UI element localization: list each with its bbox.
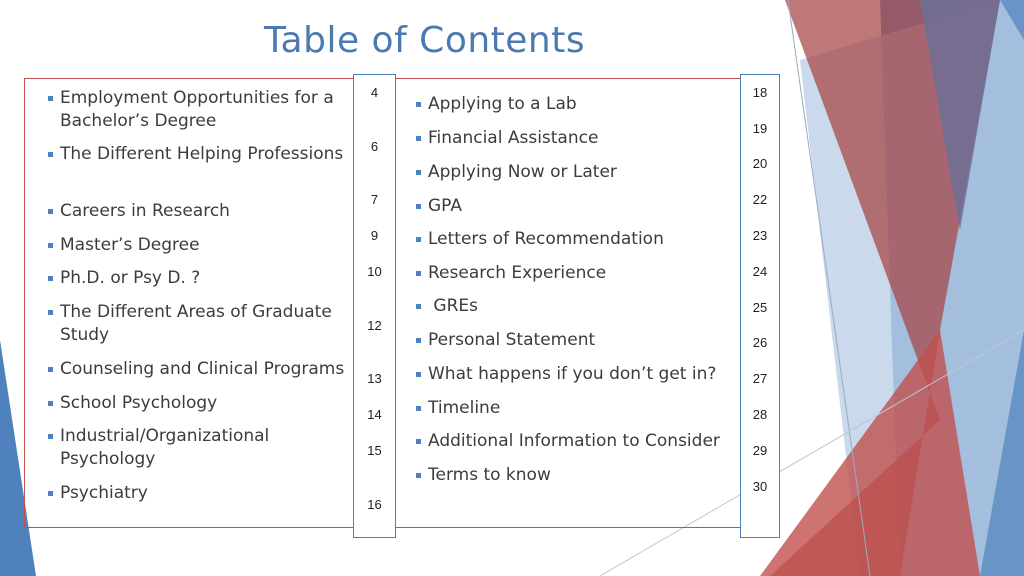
toc-item[interactable] — [416, 262, 736, 285]
toc-item-label: The Different Helping Professions — [60, 144, 344, 164]
toc-item-label: Employment Opportunities for a Bachelor’s Degree — [60, 88, 334, 131]
toc-item-label: Personal Statement — [428, 330, 596, 350]
toc-item-label: Industrial/Organizational Psychology — [60, 426, 270, 469]
toc-item-label: Letters of Recommendation — [428, 229, 664, 249]
bullet-icon — [416, 237, 421, 242]
bullet-icon — [416, 439, 421, 444]
left-page-number: 16 — [367, 497, 382, 512]
toc-item[interactable] — [416, 195, 736, 218]
toc-item-label: What happens if you don’t get in? — [428, 364, 717, 384]
bullet-icon — [48, 96, 53, 101]
page-title: Table of Contents — [264, 20, 586, 61]
bullet-icon — [416, 204, 421, 209]
left-page-number: 15 — [367, 443, 382, 458]
toc-item[interactable] — [48, 358, 348, 381]
bullet-icon — [416, 338, 421, 343]
right-page-number: 28 — [752, 407, 768, 422]
toc-item[interactable] — [48, 301, 348, 347]
toc-item-label: Master’s Degree — [60, 235, 200, 255]
bullet-icon — [48, 401, 53, 406]
bullet-icon — [416, 406, 421, 411]
toc-item-label: Financial Assistance — [428, 128, 599, 148]
toc-item[interactable] — [416, 228, 736, 251]
toc-item-label: Additional Information to Consider — [428, 431, 720, 451]
toc-item-label: Applying to a Lab — [428, 94, 577, 114]
right-page-number: 26 — [752, 335, 768, 350]
toc-item[interactable] — [416, 93, 736, 116]
bullet-icon — [416, 372, 421, 377]
toc-item-label: Research Experience — [428, 263, 607, 283]
right-page-number: 19 — [752, 121, 768, 136]
toc-item-label: Careers in Research — [60, 201, 230, 221]
bullet-icon — [416, 102, 421, 107]
right-page-number: 29 — [752, 443, 768, 458]
left-page-number: 10 — [367, 264, 382, 279]
toc-item[interactable] — [416, 295, 736, 318]
left-page-number-column — [353, 74, 396, 538]
bullet-icon — [416, 271, 421, 276]
right-page-number: 20 — [752, 156, 768, 171]
right-page-number: 30 — [752, 479, 768, 494]
bullet-icon — [48, 434, 53, 439]
left-page-number: 6 — [370, 139, 379, 154]
toc-item[interactable] — [416, 430, 736, 453]
toc-item-label: Ph.D. or Psy D. ? — [60, 268, 201, 288]
right-page-number: 23 — [752, 228, 768, 243]
bullet-icon — [48, 276, 53, 281]
toc-item[interactable] — [48, 143, 348, 166]
bullet-icon — [48, 310, 53, 315]
toc-item-label: GREs — [428, 296, 478, 316]
left-page-number: 9 — [370, 228, 379, 243]
bullet-icon — [48, 367, 53, 372]
toc-item[interactable] — [416, 363, 736, 386]
toc-item-label: The Different Areas of Graduate Study — [60, 302, 332, 345]
bullet-icon — [416, 304, 421, 309]
bullet-icon — [48, 152, 53, 157]
toc-item[interactable] — [416, 161, 736, 184]
right-page-number: 24 — [752, 264, 768, 279]
toc-item[interactable] — [48, 200, 348, 223]
toc-item[interactable] — [416, 127, 736, 150]
bullet-icon — [416, 473, 421, 478]
toc-item[interactable] — [48, 87, 348, 133]
toc-item[interactable] — [48, 234, 348, 257]
right-page-number: 27 — [752, 371, 768, 386]
toc-item-label: School Psychology — [60, 393, 218, 413]
toc-item[interactable] — [416, 464, 736, 487]
left-page-number: 12 — [367, 318, 382, 333]
toc-item[interactable] — [416, 329, 736, 352]
toc-item[interactable] — [48, 267, 348, 290]
right-page-number: 25 — [752, 300, 768, 315]
toc-item-label: Applying Now or Later — [428, 162, 617, 182]
bullet-icon — [48, 243, 53, 248]
toc-item-label: GPA — [428, 196, 462, 216]
toc-item[interactable] — [48, 425, 348, 471]
toc-item[interactable] — [48, 392, 348, 415]
toc-item-label: Terms to know — [428, 465, 551, 485]
toc-item[interactable] — [48, 482, 348, 505]
left-page-number: 4 — [370, 85, 379, 100]
toc-item-label: Timeline — [428, 398, 501, 418]
bullet-icon — [416, 170, 421, 175]
left-page-number: 13 — [367, 371, 382, 386]
bullet-icon — [416, 136, 421, 141]
toc-item[interactable] — [416, 397, 736, 420]
bullet-icon — [48, 491, 53, 496]
right-page-number-column — [740, 74, 780, 538]
left-page-number: 14 — [367, 407, 382, 422]
toc-item-label: Counseling and Clinical Programs — [60, 359, 345, 379]
right-page-number: 18 — [752, 85, 768, 100]
right-page-number: 22 — [752, 192, 768, 207]
left-page-number: 7 — [370, 192, 379, 207]
bullet-icon — [48, 209, 53, 214]
toc-item-label: Psychiatry — [60, 483, 148, 503]
